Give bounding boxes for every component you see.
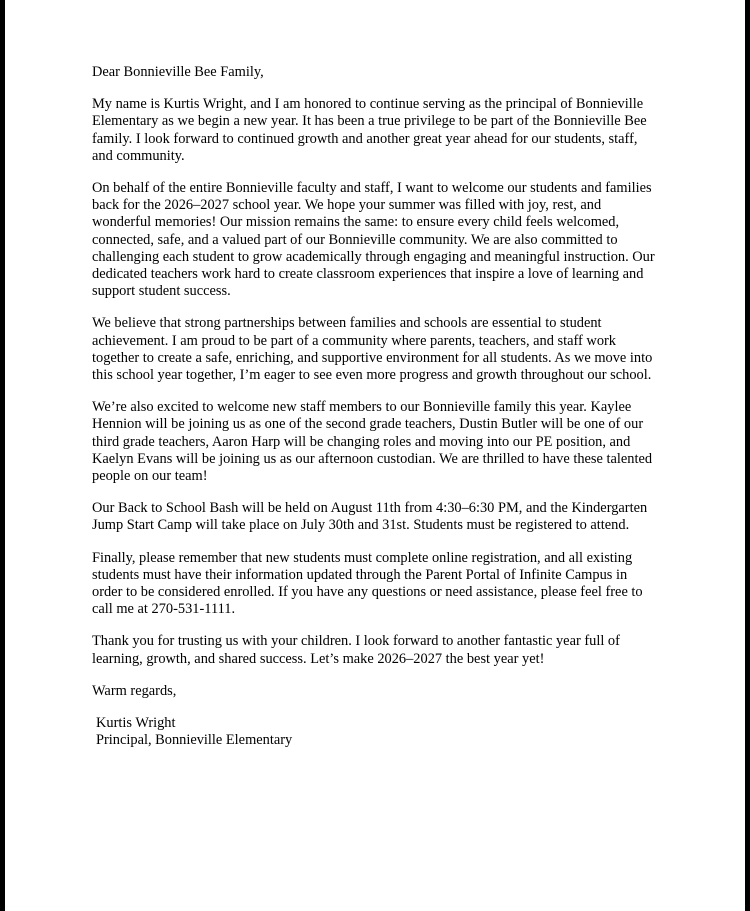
paragraph-welcome: On behalf of the entire Bonnieville faculty and staff, I want to welcome our students and families back for the 2026–2027 school year. We hope your summer was filled with joy, rest, and wonderful memories! Our mission remains the same: to ensure every child feels welcomed, connected, safe, and a valued part of our Bonnieville community. We are also committed to challenging each student to grow academically through engaging and meaningful instruction. Our dedicated teachers work hard to create classroom experiences that inspire a love of learning and support student success.: [92, 180, 655, 300]
signature-name: Kurtis Wright: [96, 715, 176, 732]
paragraph-new-staff: We’re also excited to welcome new staff members to our Bonnieville family this year. Kaylee Hennion will be joining us as one of the second grade teachers, Dustin Butler will be one of our third grade teachers, Aaron Harp will be changing roles and moving into our PE position, and Kaelyn Evans will be joining us as our afternoon custodian. We are thrilled to have these talented people on our team!: [92, 399, 653, 485]
signature-block: [92, 683, 661, 750]
letter-page: [5, 0, 745, 911]
letter-salutation: Dear Bonnieville Bee Family,: [92, 64, 264, 80]
paragraph-partnerships: We believe that strong partnerships between families and schools are essential to student achievement. I am proud to be part of a community where parents, teachers, and staff work together to create a safe, enriching, and supportive environment for all students. As we move into this school year together, I’m eager to see even more progress and growth throughout our school.: [92, 315, 653, 384]
letter-closing: Warm regards,: [92, 682, 177, 699]
paragraph-registration: Finally, please remember that new students must complete online registration, and all existing students must have their information updated through the Parent Portal of Infinite Campus in order to be considered enrolled. If you have any questions or need assistance, please feel free to call me at 270-531-1111.: [92, 549, 643, 618]
paragraph-thanks: Thank you for trusting us with your children. I look forward to another fantastic year full of learning, growth, and shared success. Let’s make 2026–2027 the best year yet!: [92, 633, 620, 667]
paragraph-introduction: My name is Kurtis Wright, and I am honored to continue serving as the principal of Bonnieville Elementary as we begin a new year. It has been a true privilege to be part of the Bonnieville Bee family. I look forward to continued growth and another great year ahead for our students, staff, and community.: [92, 96, 647, 164]
paragraph-events: Our Back to School Bash will be held on August 11th from 4:30–6:30 PM, and the Kindergarten Jump Start Camp will take place on July 30th and 31st. Students must be registered to attend.: [92, 500, 648, 534]
signature-title: Principal, Bonnieville Elementary: [96, 732, 293, 749]
